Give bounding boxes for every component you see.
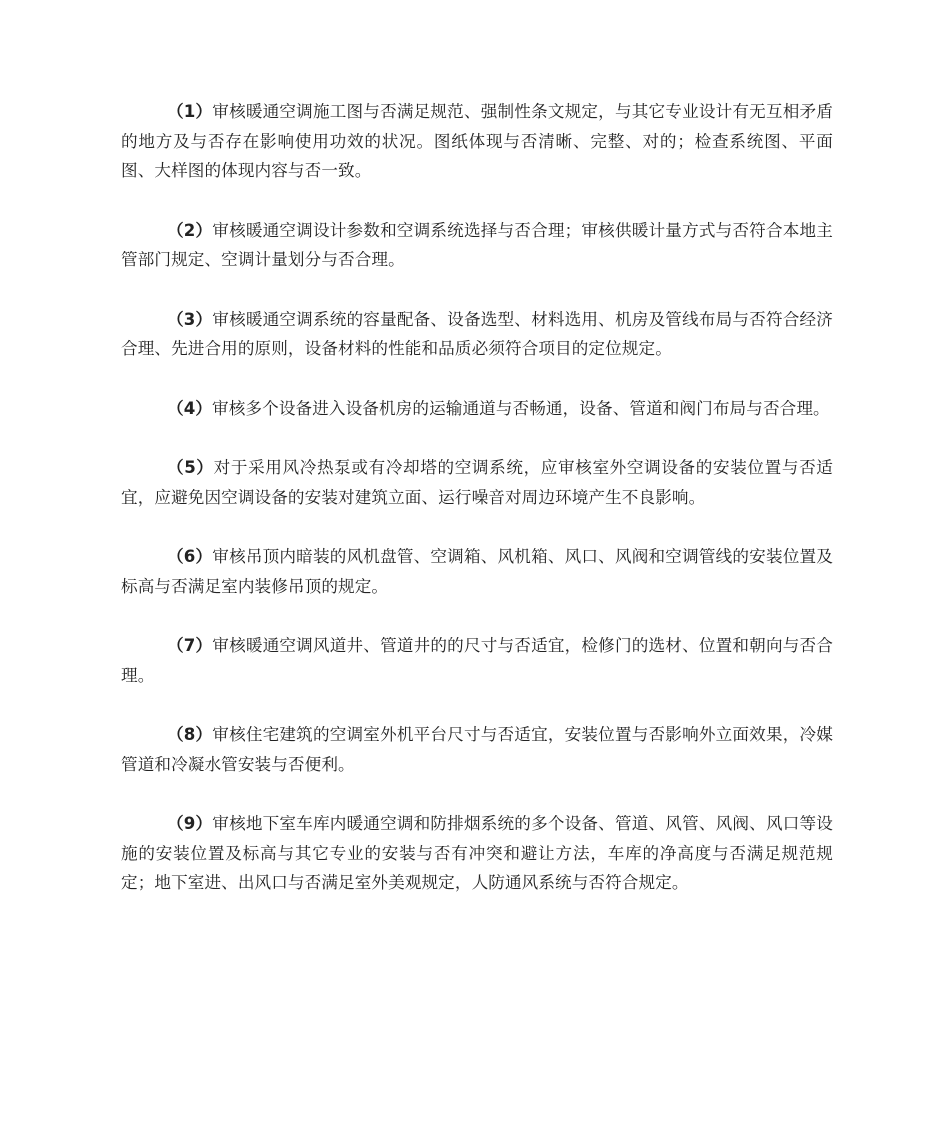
paragraph-8 [121,720,833,779]
item-text: 审核多个设备进入设备机房的运输通道与否畅通，设备、管道和阀门布局与否合理。 [212,398,830,418]
paragraph-6 [121,542,833,601]
item-number: （3） [167,309,213,329]
item-text: 审核吊顶内暗装的风机盘管、空调箱、风机箱、风口、风阀和空调管线的安装位置及标高与否满足室内装修吊顶的规定。 [121,547,833,596]
paragraph-1 [121,97,833,186]
paragraph-7 [121,631,833,690]
item-text: 审核暖通空调施工图与否满足规范、强制性条文规定，与其它专业设计有无互相矛盾的地方及与否存在影响使用功效的状况。图纸体现与否清晰、完整、对的；检查系统图、平面图、大样图的体现内容与否一致。 [121,102,833,180]
item-number: （2） [167,220,213,240]
item-text: 审核地下室车库内暖通空调和防排烟系统的多个设备、管道、风管、风阀、风口等设施的安装位置及标高与其它专业的安装与否有冲突和避让方法，车库的净高度与否满足规范规定；地下室进、出风口与否满足室外美观规定，人防通风系统与否符合规定。 [121,814,833,892]
paragraph-4 [121,394,833,424]
item-number: （6） [167,547,213,566]
item-number: （1） [167,102,213,121]
item-number: （7） [167,636,213,655]
item-number: （4） [167,398,213,418]
item-text: 审核暖通空调风道井、管道井的的尺寸与否适宜，检修门的选材、位置和朝向与否合理。 [121,636,833,685]
item-text: 审核暖通空调系统的容量配备、设备选型、材料选用、机房及管线布局与否符合经济合理、先进合用的原则，设备材料的性能和品质必须符合项目的定位规定。 [121,309,833,358]
paragraph-3 [121,305,833,364]
paragraph-9 [121,809,833,898]
document-body [121,97,833,928]
item-text: 审核暖通空调设计参数和空调系统选择与否合理；审核供暖计量方式与否符合本地主管部门规定、空调计量划分与否合理。 [121,220,833,269]
paragraph-5 [121,453,833,512]
item-number: （5） [167,458,214,477]
paragraph-2 [121,216,833,275]
item-text: 审核住宅建筑的空调室外机平台尺寸与否适宜，安装位置与否影响外立面效果，冷媒管道和冷凝水管安装与否便利。 [121,725,833,774]
item-number: （8） [167,725,213,744]
item-text: 对于采用风冷热泵或有冷却塔的空调系统，应审核室外空调设备的安装位置与否适宜，应避免因空调设备的安装对建筑立面、运行噪音对周边环境产生不良影响。 [121,458,833,507]
item-number: （9） [167,814,213,833]
